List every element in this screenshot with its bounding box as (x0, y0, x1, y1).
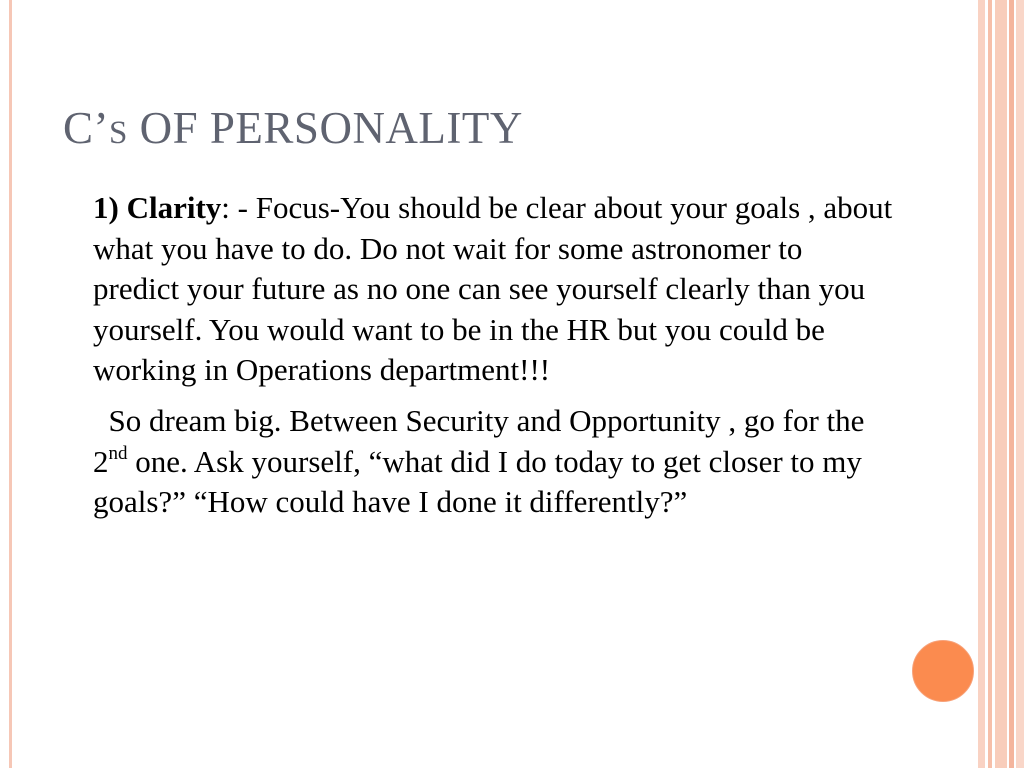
paragraph-lead: 1) Clarity (93, 190, 222, 225)
right-stripe (1009, 0, 1014, 768)
left-border-line (9, 0, 12, 768)
title-part-3: OF PERSONALITY (127, 103, 523, 153)
paragraph-text-before: So dream big. Between Security and Opportunity , go for the 2 (93, 402, 865, 479)
title-part-2: S (109, 115, 128, 151)
slide-title (63, 102, 523, 154)
paragraph-text: : - Focus-You should be clear about your goals , about what you have to do. Do not wait for some astronomer to predict your future as no one can see yourself clearly than you yourself. You would want to be in the HR but you could be working in Operations department!!! (93, 190, 893, 388)
right-stripe (995, 0, 1007, 768)
title-part-1: C’ (63, 103, 109, 153)
right-stripe (1016, 0, 1024, 768)
paragraph-dream-big (93, 401, 893, 523)
orange-circle-decoration (912, 640, 974, 702)
paragraph-clarity (93, 188, 893, 391)
slide-body (93, 188, 893, 523)
ordinal-superscript: nd (108, 442, 128, 464)
paragraph-text-after: one. Ask yourself, “what did I do today to get closer to my goals?” “How could have I done it differently?” (93, 443, 862, 520)
right-stripe (978, 0, 985, 768)
right-stripe (988, 0, 992, 768)
